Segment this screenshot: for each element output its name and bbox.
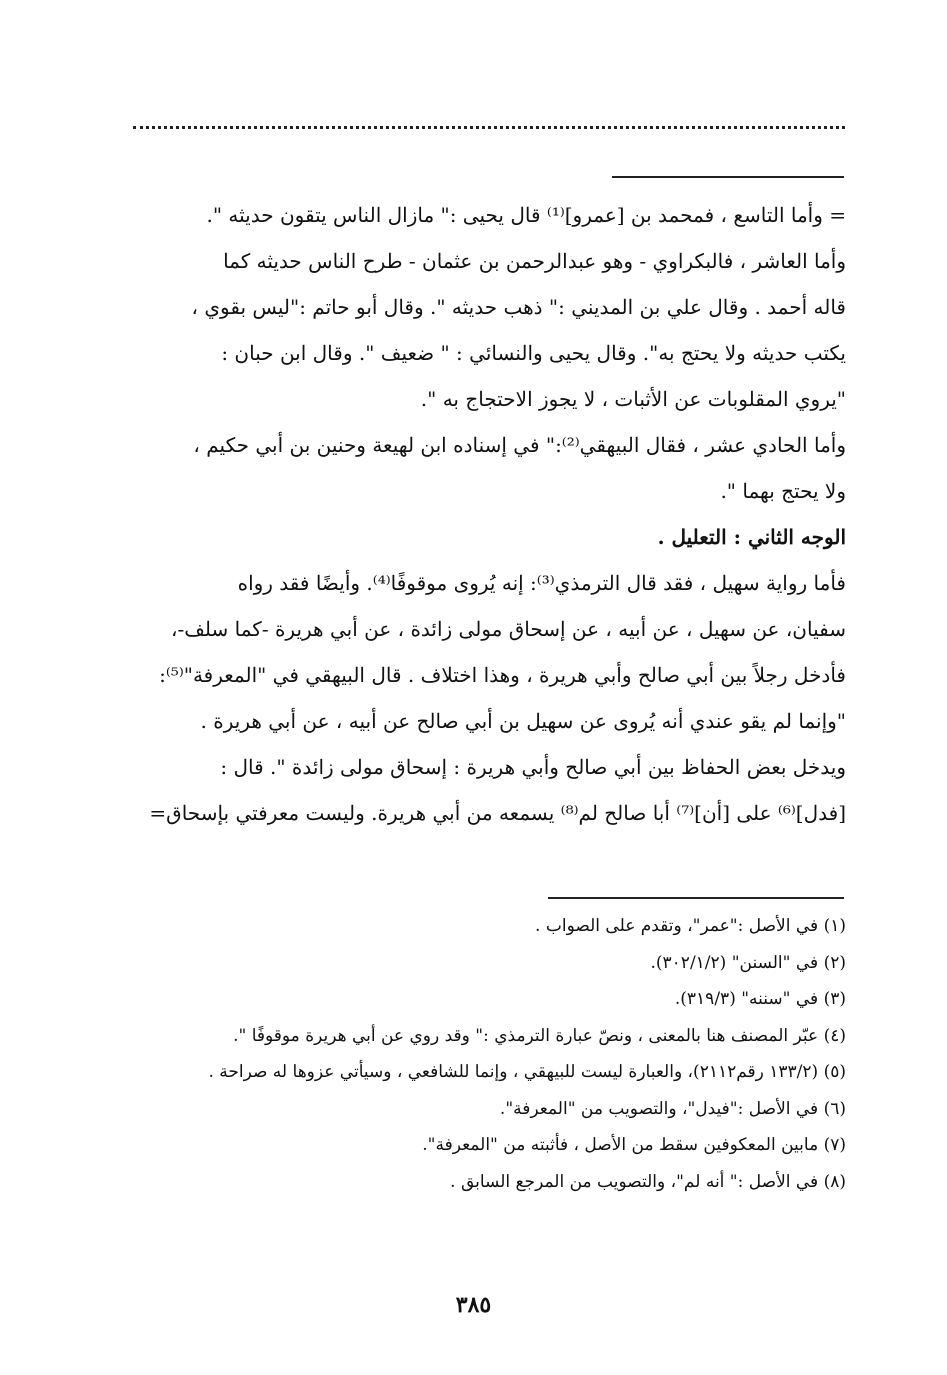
dotted-separator	[133, 118, 845, 129]
text-line: "يروي المقلوبات عن الأثبات ، لا يجوز الاحتجاج به ".	[420, 387, 846, 411]
footnote: (٢) في "السنن" (٣٠٢/١/٢).	[650, 952, 846, 973]
footnote: (٣) في "سننه" (٣١٩/٣).	[674, 989, 846, 1009]
footnote: (٤) عبّر المصنف هنا بالمعنى ، ونصّ عبارة الترمذي :" وقد روي عن أبي هريرة موقوفًا ".	[233, 1025, 846, 1046]
text-line: ويدخل بعض الحفاظ بين أبي صالح وأبي هريرة : إسحاق مولى زائدة ". قال :	[220, 755, 846, 779]
top-rule	[612, 176, 844, 178]
text-line: يكتب حديثه ولا يحتج به". وقال يحيى والنسائي : " ضعيف ". وقال ابن حبان :	[221, 341, 846, 365]
footnotes	[140, 908, 846, 1200]
text-line: وأما العاشر ، فالبكراوي - وهو عبدالرحمن بن عثمان - طرح الناس حديثه كما	[223, 249, 846, 273]
text-line: فأدخل رجلاً بين أبي صالح وأبي هريرة ، وهذا اختلاف . قال البيهقي في "المعرفة"⁽⁵⁾:	[159, 663, 846, 687]
footnote: (١) في الأصل :"عمر"، وتقدم على الصواب .	[535, 916, 846, 936]
footnote: (٧) مابين المعكوفين سقط من الأصل ، فأثبته من "المعرفة".	[422, 1135, 846, 1155]
text-line: [فدل]⁽⁶⁾ على [أن]⁽⁷⁾ أبا صالح لم⁽⁸⁾ يسمعه من أبي هريرة. وليست معرفتي بإسحاق=	[149, 801, 846, 825]
text-line: سفيان، عن سهيل ، عن أبيه ، عن إسحاق مولى زائدة ، عن أبي هريرة -كما سلف-،	[171, 617, 846, 641]
text-line: فأما رواية سهيل ، فقد قال الترمذي⁽³⁾: إنه يُروى موقوفًا⁽⁴⁾. وأيضًا فقد رواه	[237, 571, 846, 595]
main-text	[118, 192, 846, 836]
section-heading: الوجه الثاني : التعليل .	[657, 525, 846, 549]
footnote: (٦) في الأصل :"فيدل"، والتصويب من "المعرفة".	[499, 1098, 846, 1119]
footnote: (٥) (١٣٣/٢ رقم٢١١٢)، والعبارة ليست للبيهقي ، وإنما للشافعي ، وسيأتي عزوها له صراحة .	[208, 1062, 846, 1082]
footnote: (٨) في الأصل :" أنه لم"، والتصويب من المرجع السابق .	[450, 1171, 846, 1192]
text-line: ولا يحتج بهما ".	[720, 479, 846, 503]
text-line: = وأما التاسع ، فمحمد بن [عمرو]⁽¹⁾ قال يحيى :" مازال الناس يتقون حديثه ".	[206, 203, 846, 227]
footnote-rule	[548, 897, 844, 899]
text-line: "وإنما لم يقو عندي أنه يُروى عن سهيل بن أبي صالح عن أبيه ، عن أبي هريرة .	[200, 709, 846, 733]
page-number: ٣٨٥	[455, 1292, 492, 1318]
text-line: وأما الحادي عشر ، فقال البيهقي⁽²⁾:" في إسناده ابن لهيعة وحنين بن أبي حكيم ،	[193, 433, 846, 457]
text-line: قاله أحمد . وقال علي بن المديني :" ذهب حديثه ". وقال أبو حاتم :"ليس بقوي ،	[191, 295, 846, 319]
